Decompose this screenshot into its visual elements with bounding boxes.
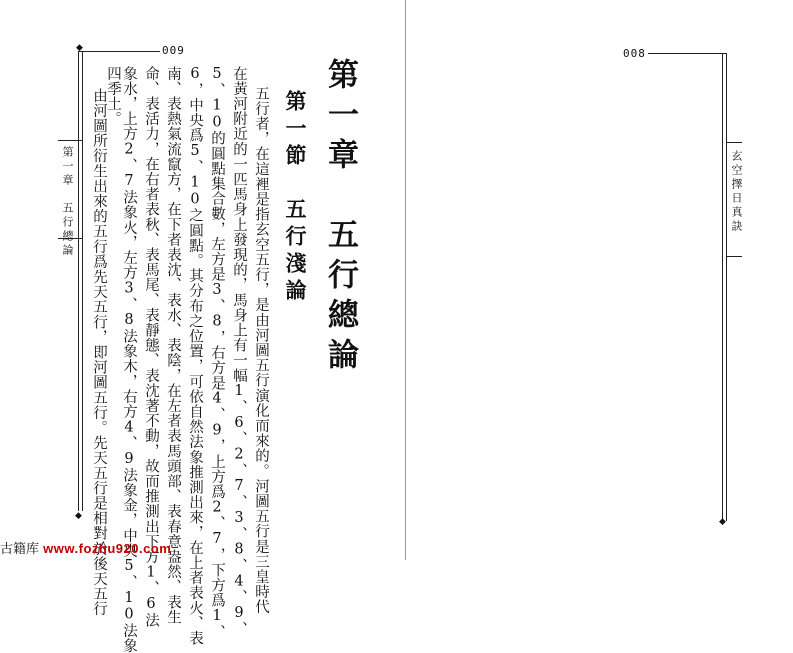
right-side-label-top-rule [726,142,742,143]
left-page-edge-inner [82,51,83,511]
right-bottom-ornament: ◆ [719,517,726,527]
left-page-number: 009 [162,44,185,57]
text-column-1: 五行者，在這裡是指玄空五行，是由河圖五行演化而來的。河圖五行是三皇時代 [253,86,269,615]
chapter-title: 第一章 五行總論 [322,58,358,378]
left-top-ornament: ◆ [76,43,83,53]
left-bottom-ornament: ◆ [75,511,82,521]
text-column-4: 6，中央爲5、10之圓點。其分布之位置，可依自然法象推測出來，在上者表火、表 [187,66,203,646]
text-column-7: 象水，上方2、7法象火，左方3、8法象木，右方4、9法象金，中央5、10法象 [121,66,137,653]
left-side-label: 第一章 五行總論 [61,146,74,258]
left-side-label-top-rule [58,140,82,141]
footer-site-name: 古籍库 [0,542,40,557]
right-page-number: 008 [623,47,646,60]
footer-watermark [0,538,171,557]
right-header-rule [648,53,726,54]
text-column-9: 由河圖所衍生出來的五行爲先天五行，即河圖五行。先天五行是相對於後天五行 [91,88,107,617]
text-column-5: 南、表熱氣流竄方，在下者表沈、表水、表陰，在左者表馬頭部、表春意盎然、表生 [165,66,181,625]
left-page-edge-outer [78,51,79,511]
book-spine-line [405,0,406,560]
footer-url[interactable]: www.fozhu920.com [43,541,172,556]
left-header-rule [78,51,160,52]
text-column-2: 在黃河附近的一匹馬身上發現的，馬身上有一幅1、6、2、7、3、8、4、9、 [231,66,247,637]
text-column-8: 四季土。 [105,66,121,127]
left-side-label-bottom-rule [58,238,82,239]
right-side-label: 玄空擇日真訣 [730,150,743,234]
section-title: 第一節 五行淺論 [283,90,308,306]
text-column-3: 5、10的圓點集合數，左方是3、8，右方是4、9，上方爲2、7，下方爲1、 [209,66,225,640]
right-page-edge-outer [722,53,723,521]
right-page-edge-inner [726,53,727,521]
right-side-label-bottom-rule [726,256,742,257]
text-column-6: 命、表活力，在右者表秋、表馬尾、表靜態、表沈著不動，故而推測出下方1、6法 [143,66,159,628]
